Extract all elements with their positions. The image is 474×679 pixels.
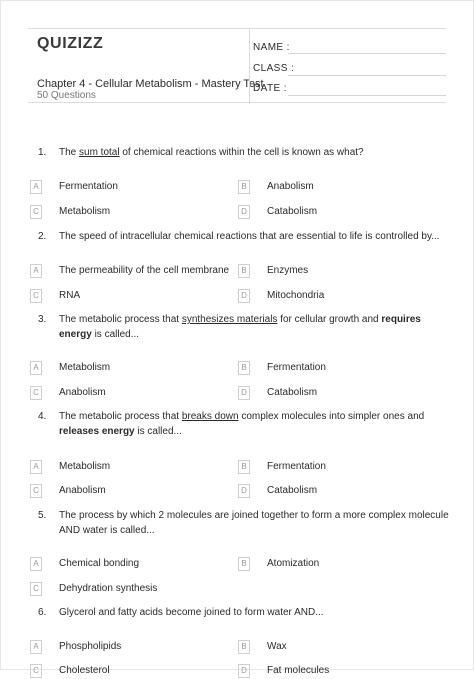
option-text: Metabolism bbox=[59, 461, 111, 472]
worksheet-title: Chapter 4 - Cellular Metabolism - Mastery Test bbox=[37, 78, 264, 90]
option-letter-box: C bbox=[30, 664, 42, 678]
date-field[interactable] bbox=[288, 95, 446, 96]
question-text-part: is called... bbox=[134, 426, 182, 437]
date-label: DATE : bbox=[253, 83, 287, 94]
question-text-part: The bbox=[59, 147, 80, 158]
question-text bbox=[59, 312, 449, 342]
option-letter-box: C bbox=[30, 484, 42, 498]
option-letter-box: A bbox=[30, 361, 42, 375]
question-text bbox=[59, 229, 449, 244]
question-text-part: is called... bbox=[91, 329, 140, 340]
option-text: Cholesterol bbox=[59, 665, 110, 676]
option-letter-box: A bbox=[30, 264, 42, 278]
question-count: 50 Questions bbox=[37, 90, 96, 101]
option-letter-box: D bbox=[238, 289, 250, 303]
option-text: Metabolism bbox=[59, 362, 111, 373]
option-text: Fermentation bbox=[267, 362, 326, 373]
question-text-part: The process by which 2 molecules are joined together to form a more complex molecule AND water is called... bbox=[59, 510, 449, 536]
question-text-part: breaks down bbox=[181, 411, 239, 422]
option-letter-box: C bbox=[30, 289, 42, 303]
option-letter-box: B bbox=[238, 180, 250, 194]
option-text: Fermentation bbox=[59, 181, 118, 192]
option-text: Catabolism bbox=[267, 206, 318, 217]
option-text: Dehydration synthesis bbox=[59, 583, 158, 594]
option-letter-box: B bbox=[238, 264, 250, 278]
class-field[interactable] bbox=[288, 75, 446, 76]
option-letter-box: D bbox=[238, 484, 250, 498]
quizizz-logo: QUIZIZZ bbox=[37, 35, 104, 52]
option-text: Fermentation bbox=[267, 461, 326, 472]
worksheet-header bbox=[28, 28, 446, 103]
student-info-fields bbox=[249, 29, 446, 104]
option-letter-box: A bbox=[30, 557, 42, 571]
option-text: Mitochondria bbox=[267, 290, 325, 301]
class-label: CLASS : bbox=[253, 63, 295, 74]
question-text-part: Glycerol and fatty acids become joined to form water AND... bbox=[59, 607, 324, 618]
name-label: NAME : bbox=[253, 42, 290, 53]
option-letter-box: A bbox=[30, 180, 42, 194]
question-text-part: synthesizes materials bbox=[181, 314, 278, 325]
option-letter-box: D bbox=[238, 386, 250, 400]
option-text: Anabolism bbox=[59, 387, 106, 398]
question-number: 1. bbox=[38, 147, 47, 158]
question-text-part: The speed of intracellular chemical reactions that are essential to life is controlled by... bbox=[59, 231, 440, 242]
question-text bbox=[59, 605, 449, 620]
option-text: Catabolism bbox=[267, 387, 318, 398]
option-text: The permeability of the cell membrane bbox=[59, 265, 230, 276]
option-letter-box: A bbox=[30, 460, 42, 474]
option-letter-box: C bbox=[30, 582, 42, 596]
option-text: Enzymes bbox=[267, 265, 309, 276]
question-text-part: of chemical reactions within the cell is known as what? bbox=[119, 147, 364, 158]
option-letter-box: D bbox=[238, 205, 250, 219]
option-letter-box: C bbox=[30, 205, 42, 219]
option-letter-box: B bbox=[238, 361, 250, 375]
option-letter-box: B bbox=[238, 557, 250, 571]
question-number: 5. bbox=[38, 510, 47, 521]
option-text: Anabolism bbox=[59, 485, 106, 496]
question-text-part: sum total bbox=[79, 147, 120, 158]
option-letter-box: C bbox=[30, 386, 42, 400]
option-text: Anabolism bbox=[267, 181, 314, 192]
question-text bbox=[59, 508, 449, 538]
option-text: Chemical bonding bbox=[59, 558, 140, 569]
option-letter-box: D bbox=[238, 664, 250, 678]
option-letter-box: B bbox=[238, 460, 250, 474]
question-number: 2. bbox=[38, 231, 47, 242]
question-text-part: requires energy bbox=[59, 314, 421, 340]
option-text: Wax bbox=[267, 641, 287, 652]
question-text bbox=[59, 145, 449, 160]
question-text-part: The metabolic process that bbox=[59, 314, 182, 325]
option-text: Fat molecules bbox=[267, 665, 330, 676]
option-text: Metabolism bbox=[59, 206, 111, 217]
question-number: 3. bbox=[38, 314, 47, 325]
question-text-part: releases energy bbox=[59, 426, 135, 437]
question-text bbox=[59, 409, 449, 439]
option-text: RNA bbox=[59, 290, 81, 301]
question-text-part: The metabolic process that bbox=[59, 411, 182, 422]
question-number: 4. bbox=[38, 411, 47, 422]
option-text: Atomization bbox=[267, 558, 320, 569]
question-text-part: complex molecules into simpler ones and bbox=[238, 411, 425, 422]
option-letter-box: B bbox=[238, 640, 250, 654]
option-text: Phospholipids bbox=[59, 641, 122, 652]
option-letter-box: A bbox=[30, 640, 42, 654]
name-field[interactable] bbox=[288, 53, 446, 54]
option-text: Catabolism bbox=[267, 485, 318, 496]
question-number: 6. bbox=[38, 607, 47, 618]
question-text-part: for cellular growth and bbox=[277, 314, 382, 325]
